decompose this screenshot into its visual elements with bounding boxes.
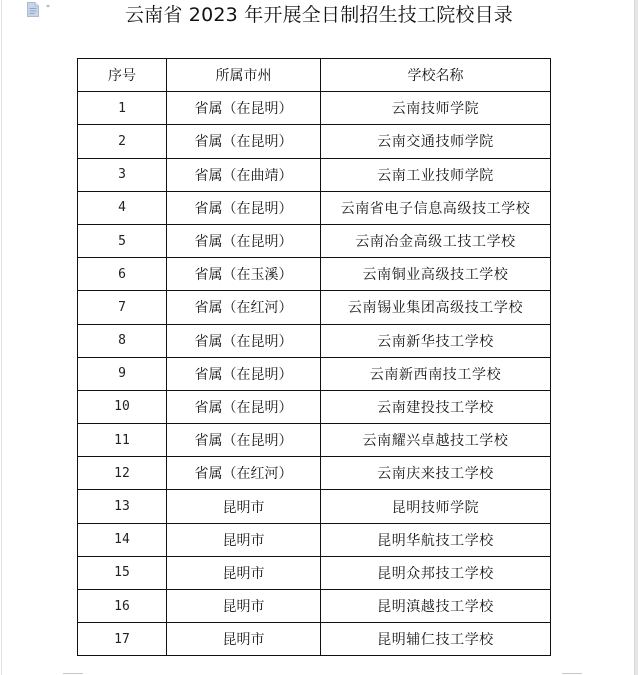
cell-school-name: 云南新华技工学校 bbox=[321, 324, 551, 357]
cell-no: 2 bbox=[78, 125, 167, 158]
table-row bbox=[78, 523, 551, 556]
table-row bbox=[78, 291, 551, 324]
cell-school-name: 昆明众邦技工学校 bbox=[321, 556, 551, 589]
cell-school-name: 昆明滇越技工学校 bbox=[321, 590, 551, 623]
table-row bbox=[78, 490, 551, 523]
cell-no: 12 bbox=[78, 457, 167, 490]
table-row bbox=[78, 258, 551, 291]
cell-school-name: 云南工业技师学院 bbox=[321, 158, 551, 191]
table-row bbox=[78, 125, 551, 158]
cell-city: 昆明市 bbox=[167, 556, 321, 589]
table-row bbox=[78, 590, 551, 623]
cell-school-name: 云南交通技师学院 bbox=[321, 125, 551, 158]
cell-city: 省属（在玉溪） bbox=[167, 258, 321, 291]
cell-no: 7 bbox=[78, 291, 167, 324]
table-row bbox=[78, 424, 551, 457]
cell-city: 省属（在昆明） bbox=[167, 357, 321, 390]
cell-no: 4 bbox=[78, 191, 167, 224]
cell-no: 10 bbox=[78, 390, 167, 423]
cell-no: 16 bbox=[78, 590, 167, 623]
table-header-row bbox=[78, 59, 551, 92]
cell-no: 14 bbox=[78, 523, 167, 556]
table-row bbox=[78, 224, 551, 257]
vertical-scrollbar-track[interactable] bbox=[634, 0, 638, 675]
table-row bbox=[78, 158, 551, 191]
table-row bbox=[78, 457, 551, 490]
cell-no: 9 bbox=[78, 357, 167, 390]
cell-no: 3 bbox=[78, 158, 167, 191]
cell-city: 省属（在昆明） bbox=[167, 224, 321, 257]
header-school-name: 学校名称 bbox=[321, 59, 551, 92]
cell-city: 省属（在红河） bbox=[167, 291, 321, 324]
cell-school-name: 云南铜业高级技工学校 bbox=[321, 258, 551, 291]
table-row bbox=[78, 92, 551, 125]
cell-city: 省属（在红河） bbox=[167, 457, 321, 490]
cell-school-name: 云南省电子信息高级技工学校 bbox=[321, 191, 551, 224]
cell-school-name: 昆明华航技工学校 bbox=[321, 523, 551, 556]
cell-no: 15 bbox=[78, 556, 167, 589]
cell-school-name: 云南锡业集团高级技工学校 bbox=[321, 291, 551, 324]
table-row bbox=[78, 556, 551, 589]
table-row bbox=[78, 357, 551, 390]
cell-school-name: 云南庆来技工学校 bbox=[321, 457, 551, 490]
cell-city: 省属（在昆明） bbox=[167, 390, 321, 423]
cell-no: 1 bbox=[78, 92, 167, 125]
cell-city: 省属（在昆明） bbox=[167, 191, 321, 224]
cell-no: 5 bbox=[78, 224, 167, 257]
cell-school-name: 云南新西南技工学校 bbox=[321, 357, 551, 390]
cell-school-name: 云南耀兴卓越技工学校 bbox=[321, 424, 551, 457]
page-left-edge bbox=[1, 0, 2, 675]
cell-city: 昆明市 bbox=[167, 490, 321, 523]
cell-city: 昆明市 bbox=[167, 623, 321, 656]
header-city: 所属市州 bbox=[167, 59, 321, 92]
table-row bbox=[78, 623, 551, 656]
page-corner-mark-right bbox=[562, 673, 582, 674]
document-title: 云南省 2023 年开展全日制招生技工院校目录 bbox=[124, 4, 514, 26]
cell-school-name: 昆明技师学院 bbox=[321, 490, 551, 523]
schools-table bbox=[77, 58, 551, 656]
cell-school-name: 云南建投技工学校 bbox=[321, 390, 551, 423]
header-no: 序号 bbox=[78, 59, 167, 92]
cell-no: 11 bbox=[78, 424, 167, 457]
cell-city: 省属（在昆明） bbox=[167, 424, 321, 457]
cell-no: 13 bbox=[78, 490, 167, 523]
cell-no: 17 bbox=[78, 623, 167, 656]
cell-city: 省属（在昆明） bbox=[167, 125, 321, 158]
cell-school-name: 云南冶金高级工技工学校 bbox=[321, 224, 551, 257]
cell-city: 省属（在曲靖） bbox=[167, 158, 321, 191]
cell-no: 8 bbox=[78, 324, 167, 357]
table-row bbox=[78, 191, 551, 224]
table-row bbox=[78, 324, 551, 357]
cell-no: 6 bbox=[78, 258, 167, 291]
page-corner-mark-left bbox=[63, 673, 83, 674]
table-row bbox=[78, 390, 551, 423]
cell-city: 昆明市 bbox=[167, 523, 321, 556]
cell-school-name: 云南技师学院 bbox=[321, 92, 551, 125]
cell-school-name: 昆明辅仁技工学校 bbox=[321, 623, 551, 656]
cell-city: 昆明市 bbox=[167, 590, 321, 623]
cell-city: 省属（在昆明） bbox=[167, 324, 321, 357]
cell-city: 省属（在昆明） bbox=[167, 92, 321, 125]
